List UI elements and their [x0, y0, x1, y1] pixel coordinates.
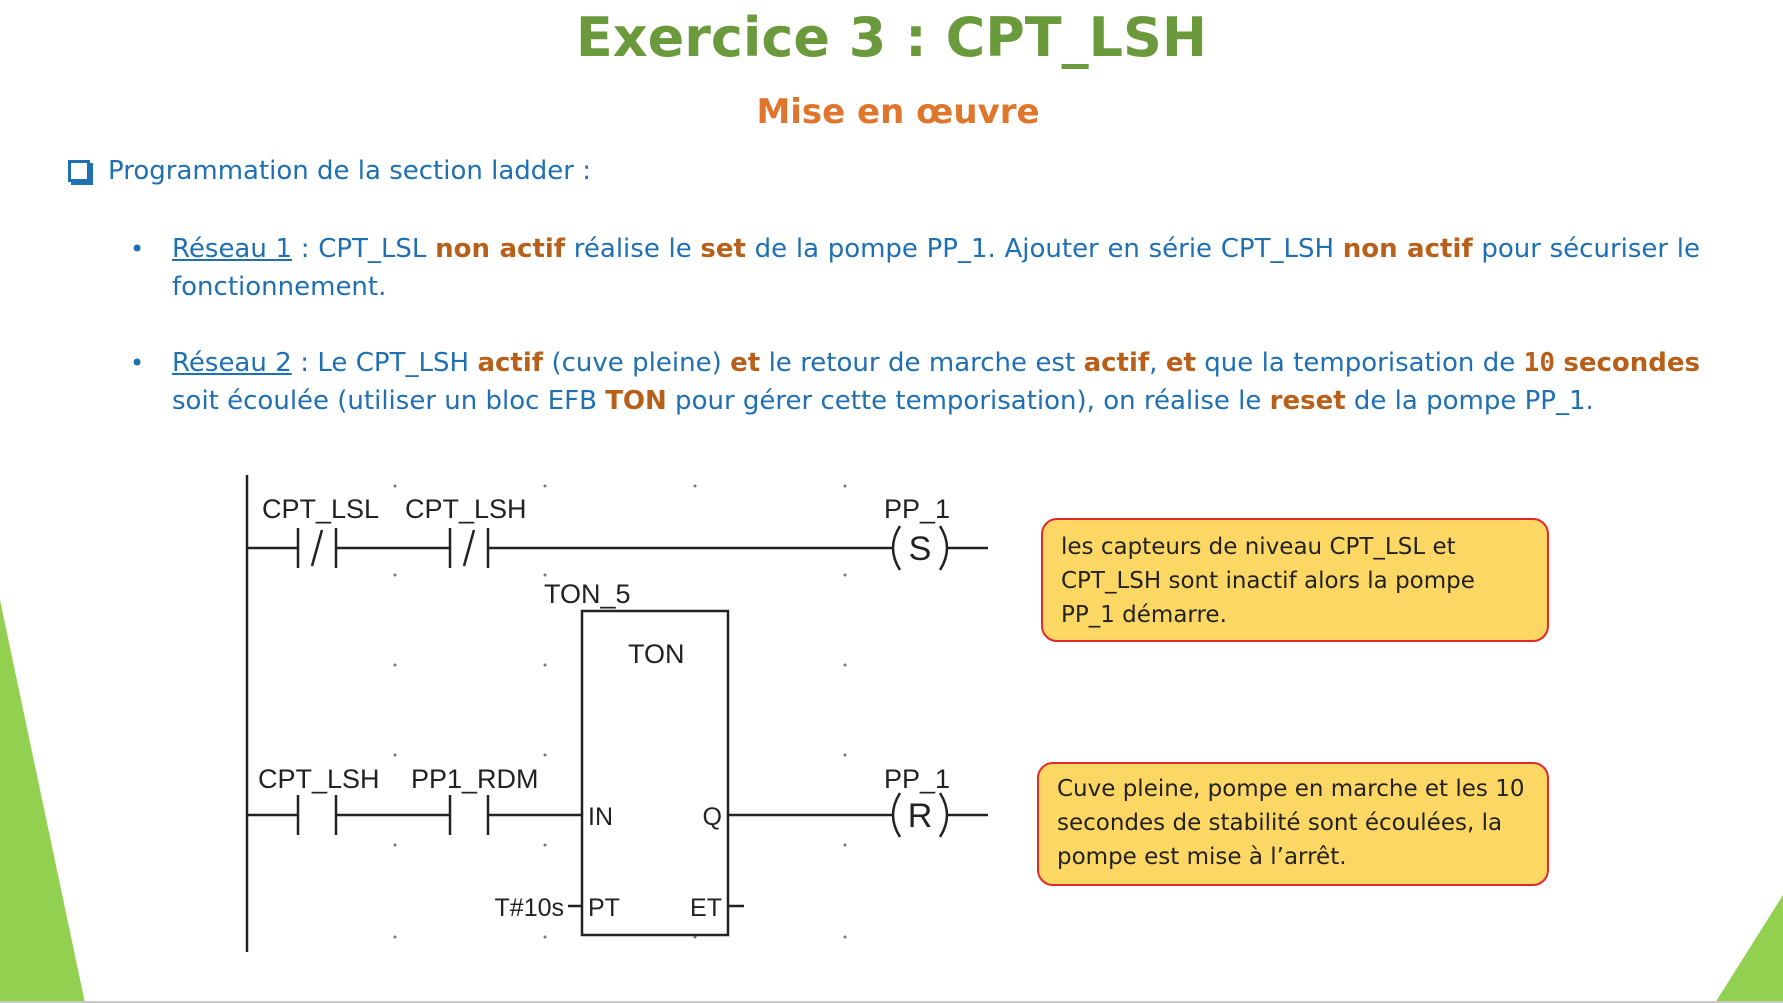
text-run: : Le CPT_LSH	[291, 348, 478, 378]
text-run: soit écoulée (utiliser un bloc EFB	[172, 386, 606, 416]
keyword: non actif	[1342, 234, 1473, 264]
rung1-contact2-nc-icon	[450, 528, 488, 568]
keyword: 10	[1523, 348, 1555, 378]
grid-dots	[394, 485, 847, 939]
callout-line: pompe est mise à l’arrêt.	[1057, 844, 1347, 870]
callout-reseau-2	[1037, 762, 1549, 886]
timer-pt-pin: PT	[588, 894, 620, 922]
slide-title: Exercice 3 : CPT_LSH	[575, 6, 1208, 69]
rung1-contact2-label: CPT_LSH	[405, 494, 527, 524]
bullet-dot-icon: •	[130, 235, 145, 263]
keyword: et	[730, 348, 761, 378]
timer-q-pin: Q	[702, 803, 722, 831]
bullet-label: Réseau 1	[172, 234, 293, 264]
timer-in-pin: IN	[588, 803, 613, 831]
text-run: pour sécuriser le fonctionnement.	[172, 234, 1700, 302]
rung1-contact1-nc-icon	[298, 528, 336, 568]
keyword: TON	[605, 386, 667, 416]
rung2-contact2-label: PP1_RDM	[411, 764, 539, 794]
rung2-coil-symbol: R	[907, 797, 933, 835]
rung2-contact1-label: CPT_LSH	[258, 764, 380, 794]
bullet-label: Réseau 2	[172, 348, 292, 378]
section-heading-text: Programmation de la section ladder :	[108, 156, 591, 186]
callout-line: Cuve pleine, pompe en marche et les 10	[1057, 776, 1525, 802]
timer-et-pin: ET	[690, 894, 722, 922]
rung2-contact2-no-icon	[450, 795, 488, 835]
text-run: : CPT_LSL	[292, 234, 436, 264]
callout-line: PP_1 démarre.	[1061, 602, 1227, 628]
text-run: réalise le	[565, 234, 701, 264]
text-run: ,	[1149, 348, 1166, 378]
text-run: de la pompe PP_1.	[1345, 386, 1594, 416]
bullet-dot-icon: •	[130, 349, 145, 377]
text-run: le retour de marche est	[760, 348, 1084, 378]
keyword: non actif	[435, 234, 566, 264]
callout-line: secondes de stabilité sont écoulées, la	[1057, 810, 1503, 836]
timer-preset-value: T#10s	[494, 894, 564, 922]
callout-reseau-1	[1041, 518, 1549, 642]
keyword: reset	[1269, 386, 1346, 416]
timer-type-label: TON	[628, 639, 685, 669]
keyword: set	[700, 234, 746, 264]
rung2-contact1-no-icon	[298, 795, 336, 835]
text-run: (cuve pleine)	[543, 348, 731, 378]
keyword: actif	[1083, 348, 1150, 378]
callout-line: les capteurs de niveau CPT_LSL et	[1061, 534, 1456, 560]
callout-line: CPT_LSH sont inactif alors la pompe	[1061, 568, 1475, 594]
text-run: que la temporisation de	[1195, 348, 1524, 378]
text-run: pour gérer cette temporisation), on réalise le	[666, 386, 1270, 416]
rung1-contact1-label: CPT_LSL	[262, 494, 380, 524]
slide-subtitle: Mise en œuvre	[756, 92, 1040, 132]
text-run: de la pompe PP_1. Ajouter en série CPT_LSH	[745, 234, 1343, 264]
rung1-coil-symbol: S	[908, 530, 932, 568]
rung1-coil-label: PP_1	[884, 494, 951, 524]
rung2-coil-label: PP_1	[884, 764, 951, 794]
keyword: actif	[477, 348, 544, 378]
keyword: et	[1165, 348, 1196, 378]
timer-instance-label: TON_5	[544, 579, 631, 609]
keyword: secondes	[1563, 348, 1701, 378]
